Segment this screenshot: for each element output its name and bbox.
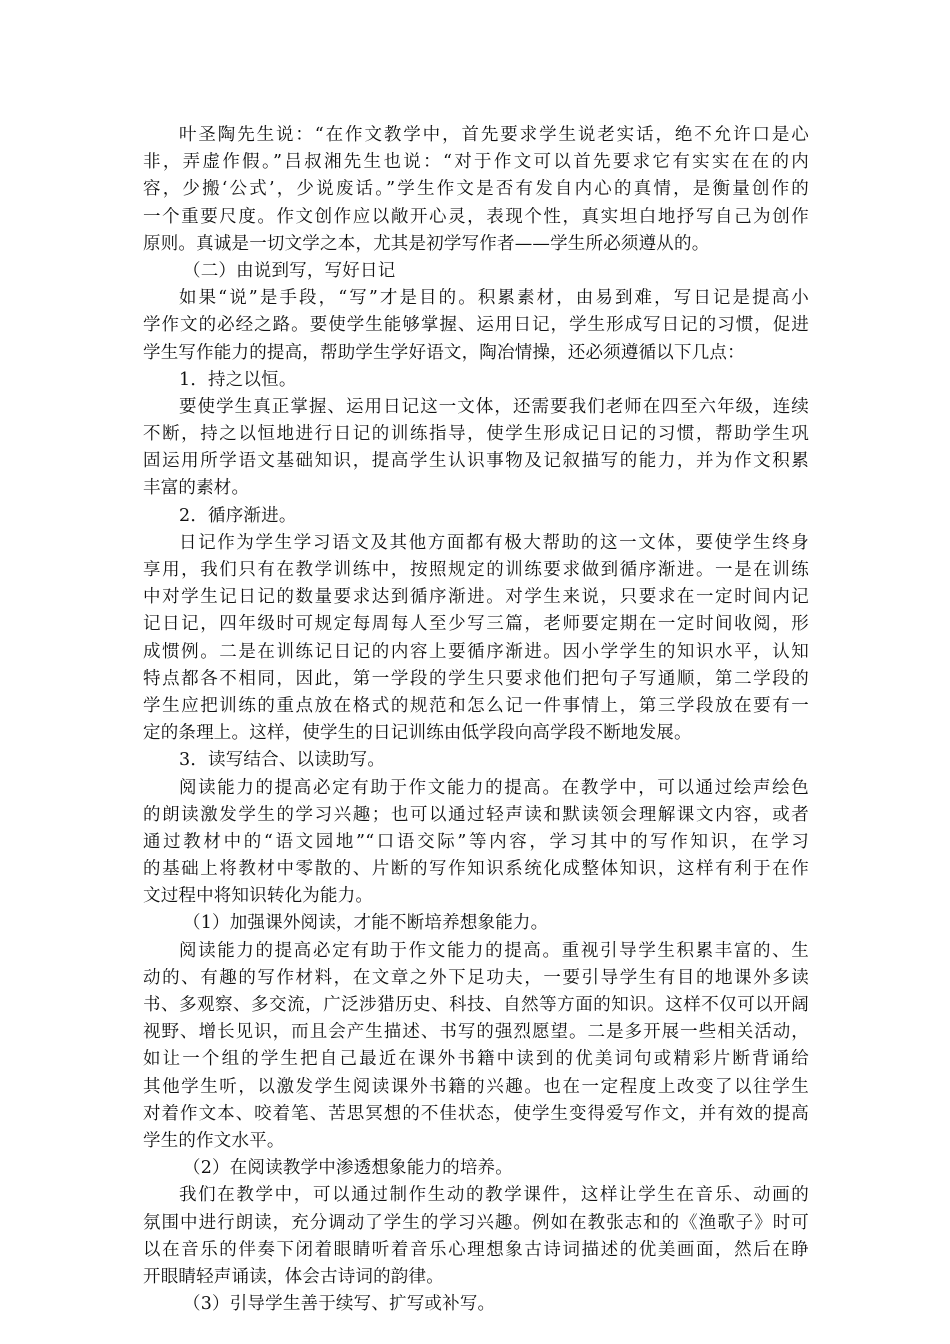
text-line: 的朗读激发学生的学习兴趣；也可以通过轻声读和默读领会理解课文内容，或者	[143, 804, 809, 825]
text-line: 固运用所学语文基础知识，提高学生认识事物及记叙描写的能力，并为作文积累	[143, 451, 809, 472]
text-line: 如果“说”是手段，“写”才是目的。积累素材，由易到难，写日记是提高小	[179, 288, 809, 309]
text-line: 特点都各不相同，因此，第一学段的学生只要求他们把句子写通顺，第二学段的	[143, 668, 809, 689]
text-line: 其他学生听，以激发学生阅读课外书籍的兴趣。也在一定程度上改变了以往学生	[143, 1076, 809, 1097]
text-line: 要使学生真正掌握、运用日记这一文体，还需要我们老师在四至六年级，连续	[179, 396, 809, 417]
text-line: 享用，我们只有在教学训练中，按照规定的训练要求做到循序渐进。一是在训练	[143, 560, 809, 580]
text-line: 阅读能力的提高必定有助于作文能力的提高。重视引导学生积累丰富的、生	[179, 940, 809, 961]
text-line: （2）在阅读教学中渗透想象能力的培养。	[183, 1158, 513, 1179]
text-line: 容，少搬‘公式’，少说废话。”学生作文是否有发自内心的真情，是衡量创作的	[143, 179, 809, 200]
text-line: 氛围中进行朗读，充分调动了学生的学习兴趣。例如在教张志和的《渔歌子》时可	[143, 1212, 809, 1233]
text-line: 日记作为学生学习语文及其他方面都有极大帮助的这一文体，要使学生终身	[179, 532, 809, 553]
text-line: 的基础上将教材中零散的、片断的写作知识系统化成整体知识，这样有利于在作	[143, 859, 809, 880]
text-line: 叶圣陶先生说：“在作文教学中，首先要求学生说老实话，绝不允许口是心	[179, 125, 809, 145]
text-line: 原则。真诚是一切文学之本，尤其是初学写作者——学生所必须遵从的。	[143, 233, 710, 254]
text-line: 学生的作文水平。	[143, 1130, 285, 1151]
text-line: 一个重要尺度。作文创作应以敞开心灵，表现个性，真实坦白地抒写自己为创作	[143, 206, 809, 227]
text-line: 我们在教学中，可以通过制作生动的教学课件，这样让学生在音乐、动画的	[179, 1185, 809, 1206]
text-line: 如让一个组的学生把自己最近在课外书籍中读到的优美词句或精彩片断背诵给	[143, 1049, 809, 1070]
text-line: （3）引导学生善于续写、扩写或补写。	[183, 1294, 496, 1315]
text-line: 视野、增长见识，而且会产生描述、书写的强烈愿望。二是多开展一些相关活动，	[143, 1022, 809, 1043]
text-line: 3．读写结合、以读助写。	[179, 750, 386, 771]
text-line: 通过教材中的“语文园地”“口语交际”等内容，学习其中的写作知识，在学习	[143, 831, 809, 852]
text-line: 中对学生记日记的数量要求达到循序渐进。对学生来说，只要求在一定时间内记	[143, 587, 809, 608]
text-line: 开眼睛轻声诵读，体会古诗词的韵律。	[143, 1266, 444, 1287]
text-line: 记日记，四年级时可规定每周每人至少写三篇，老师要定期在一定时间收阅，形	[143, 614, 809, 635]
text-line: 阅读能力的提高必定有助于作文能力的提高。在教学中，可以通过绘声绘色	[179, 777, 809, 798]
text-line: 2．循序渐进。	[179, 505, 297, 526]
text-line: （二）由说到写，写好日记	[183, 260, 396, 281]
text-line: 定的条理上。这样，使学生的日记训练由低学段向高学段不断地发展。	[143, 723, 692, 744]
text-line: 1．持之以恒。	[179, 369, 297, 390]
text-line: 文过程中将知识转化为能力。	[143, 886, 374, 907]
text-line: 非，弄虚作假。”吕叔湘先生也说：“对于作文可以首先要求它有实实在在的内	[143, 152, 809, 173]
text-line: 学生应把训练的重点放在格式的规范和怎么记一件事情上，第三学段放在要有一	[143, 695, 809, 716]
text-line: 成惯例。二是在训练记日记的内容上要循序渐进。因小学学生的知识水平，认知	[143, 641, 809, 662]
document-page	[143, 122, 809, 1318]
text-line: 不断，持之以恒地进行日记的训练指导，使学生形成记日记的习惯，帮助学生巩	[143, 424, 809, 445]
text-line: 以在音乐的伴奏下闭着眼睛听着音乐心理想象古诗词描述的优美画面，然后在睁	[143, 1239, 809, 1260]
text-line: 学作文的必经之路。要使学生能够掌握、运用日记，学生形成写日记的习惯，促进	[143, 315, 809, 336]
text-line: 学生写作能力的提高，帮助学生学好语文，陶冶情操，还必须遵循以下几点：	[143, 342, 745, 363]
text-line: 对着作文本、咬着笔、苦思冥想的不佳状态，使学生变得爱写作文，并有效的提高	[143, 1103, 809, 1124]
text-line: 动的、有趣的写作材料，在文章之外下足功夫，一要引导学生有目的地课外多读	[143, 967, 809, 988]
text-line: 丰富的素材。	[143, 478, 250, 499]
text-line: （1）加强课外阅读，才能不断培养想象能力。	[183, 913, 549, 934]
text-line: 书、多观察、多交流，广泛涉猎历史、科技、自然等方面的知识。这样不仅可以开阔	[143, 995, 809, 1015]
